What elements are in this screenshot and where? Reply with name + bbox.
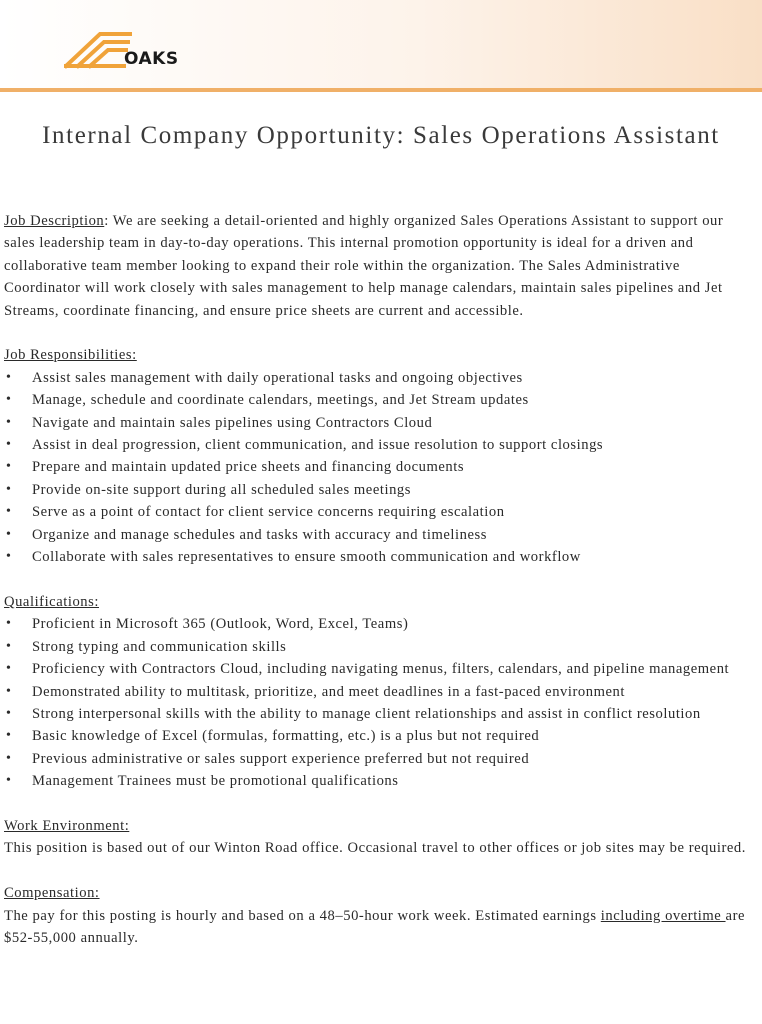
qualifications-heading: Qualifications:: [4, 593, 99, 610]
responsibilities-section: [4, 344, 756, 568]
job-description-paragraph: [4, 210, 756, 322]
list-item: • Prepare and maintain updated price sheets and financing documents: [4, 456, 756, 478]
list-item: • Manage, schedule and coordinate calendars, meetings, and Jet Stream updates: [4, 389, 756, 411]
work-environment-text: This position is based out of our Winton Road office. Occasional travel to other offices or job sites may be required.: [4, 840, 746, 857]
work-environment-heading: Work Environment:: [4, 817, 130, 834]
document-body: [4, 210, 756, 949]
work-environment-section: [4, 815, 756, 860]
list-item: • Previous administrative or sales support experience preferred but not required: [4, 748, 756, 770]
qualifications-section: [4, 591, 756, 793]
compensation-text-before: The pay for this posting is hourly and based on a 48–50-hour work week. Estimated earnings: [4, 907, 601, 924]
compensation-text-after: are $52-55,000 annually.: [4, 907, 746, 946]
job-description-text: : We are seeking a detail-oriented and highly organized Sales Operations Assistant to support our sales leadership team in day-to-day operations. This internal promotion opportunity is ideal for a driven and collaborative team member looking to expand their role within the organization. The Sales Administrative Coordinator will work closely with sales management to help manage calendars, maintain sales pipelines and Jet Streams, coordinate financing, and ensure price sheets are current and accessible.: [4, 213, 724, 319]
compensation-paragraph: [4, 905, 756, 950]
compensation-heading: Compensation:: [4, 885, 100, 902]
page-title: Internal Company Opportunity: Sales Operations Assistant: [42, 122, 720, 149]
qualifications-list: [4, 613, 756, 792]
list-item: • Provide on-site support during all scheduled sales meetings: [4, 479, 756, 501]
list-item: • Proficiency with Contractors Cloud, including navigating menus, filters, calendars, and pipeline management: [4, 658, 756, 680]
compensation-overtime-text: including overtime: [600, 907, 726, 924]
list-item: • Management Trainees must be promotional qualifications: [4, 770, 756, 792]
list-item: • Proficient in Microsoft 365 (Outlook, Word, Excel, Teams): [4, 613, 756, 635]
responsibilities-list: [4, 367, 756, 569]
job-description-label: Job Description: [4, 213, 105, 229]
compensation-section: [4, 882, 756, 949]
logo-text: OAKS: [124, 49, 179, 69]
responsibilities-heading: Job Responsibilities:: [4, 347, 137, 364]
list-item: • Navigate and maintain sales pipelines using Contractors Cloud: [4, 412, 756, 434]
list-item: • Organize and manage schedules and tasks with accuracy and timeliness: [4, 524, 756, 546]
header-banner: [0, 0, 762, 92]
list-item: • Serve as a point of contact for client service concerns requiring escalation: [4, 501, 756, 523]
list-item: • Collaborate with sales representatives to ensure smooth communication and workflow: [4, 546, 756, 568]
list-item: • Strong interpersonal skills with the ability to manage client relationships and assist in conflict resolution: [4, 703, 756, 725]
list-item: • Basic knowledge of Excel (formulas, formatting, etc.) is a plus but not required: [4, 725, 756, 747]
company-logo: [64, 20, 194, 72]
list-item: • Assist in deal progression, client communication, and issue resolution to support closings: [4, 434, 756, 456]
list-item: • Assist sales management with daily operational tasks and ongoing objectives: [4, 367, 756, 389]
list-item: • Strong typing and communication skills: [4, 636, 756, 658]
list-item: • Demonstrated ability to multitask, prioritize, and meet deadlines in a fast-paced environment: [4, 681, 756, 703]
